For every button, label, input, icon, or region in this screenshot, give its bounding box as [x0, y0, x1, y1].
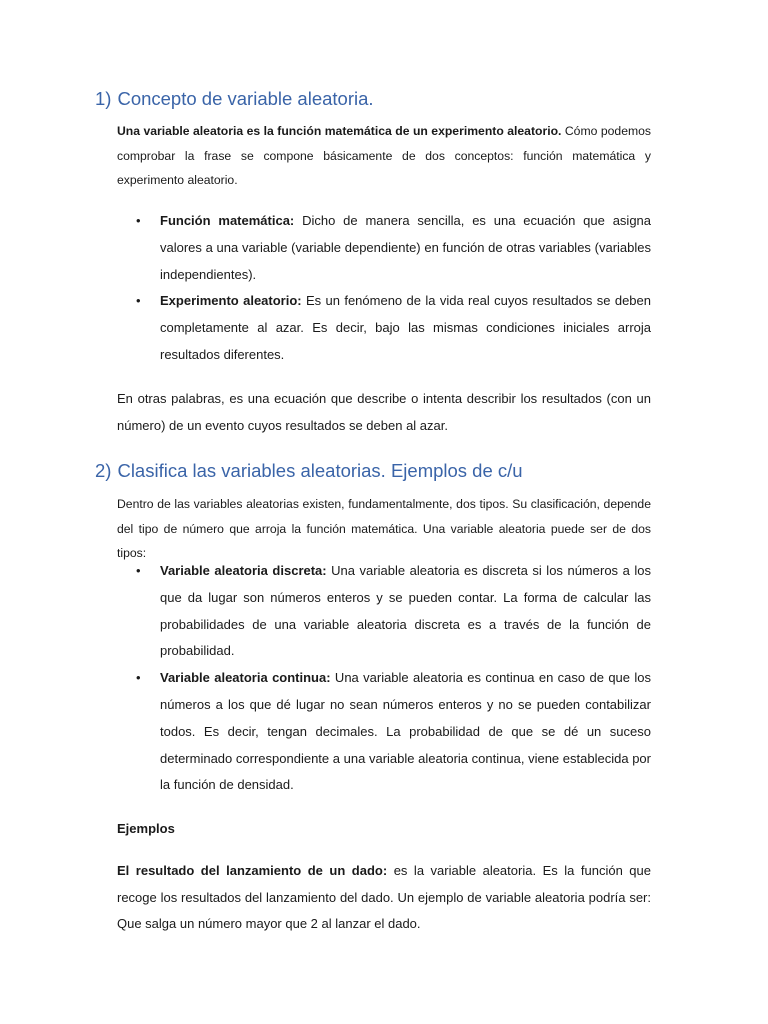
bullet-icon: • — [136, 293, 141, 309]
section2-heading — [95, 460, 523, 482]
bullet-term: Experimento aleatorio: — [160, 293, 302, 309]
section2-number: 2) — [95, 460, 112, 481]
section2-intro: Dentro de las variables aleatorias existen, fundamentalmente, dos tipos. Su clasificación, depende del tipo de número que arroja la función matemática. Una variable aleatoria puede ser de dos tipos: — [117, 497, 651, 560]
section1-closing: En otras palabras, es una ecuación que describe o intenta describir los resultados (con un número) de un evento cuyos resultados se deben al azar. — [117, 391, 651, 433]
bullet-text: Es un fenómeno de la vida real cuyos resultados se deben completamente al azar. Es decir, bajo las mismas condiciones iniciales arroja resultados diferentes. — [160, 293, 651, 362]
bullet-icon: • — [136, 670, 141, 686]
section1-heading — [95, 88, 374, 110]
bullet-icon: • — [136, 213, 141, 228]
example-paragraph — [117, 858, 651, 938]
list-item — [117, 558, 651, 665]
section1-intro-rest: Cómo podemos comprobar la frase se compone básicamente de dos conceptos: función matemática y experimento aleatorio. — [117, 124, 651, 187]
section1-number: 1) — [95, 88, 112, 109]
section1-title: Concepto de variable aleatoria. — [117, 88, 374, 109]
bullet-icon: • — [136, 563, 141, 578]
example-rest: es la variable aleatoria. Es la función que recoge los resultados del lanzamiento del dado. Un ejemplo de variable aleatoria podría ser: Que salga un número mayor que 2 al lanzar el dado. — [117, 863, 651, 931]
list-item — [117, 208, 651, 288]
section1-intro-bold: Una variable aleatoria es la función matemática de un experimento aleatorio. — [117, 124, 562, 138]
bullet-text: Una variable aleatoria es continua en caso de que los números a los que dé lugar no sean números enteros y no se pueden contabilizar todos. Es decir, tengan decimales. La probabilidad de que se dé un suceso determinado correspondiente a una variable aleatoria continua, viene establecida por la función de densidad. — [160, 670, 651, 793]
list-item — [117, 665, 651, 799]
section1-bullet-list — [117, 208, 651, 369]
list-item — [117, 288, 651, 368]
bullet-text: Dicho de manera sencilla, es una ecuación que asigna valores a una variable (variable dependiente) en función de otras variables (variables independientes). — [160, 213, 652, 282]
examples-label: Ejemplos — [117, 821, 175, 836]
bullet-term: Variable aleatoria continua: — [160, 670, 331, 686]
bullet-text: Una variable aleatoria es discreta si los números a los que da lugar son números enteros y se pueden contar. La forma de calcular las probabilidades de una variable aleatoria discreta es a través de la función de probabilidad. — [160, 563, 651, 659]
section2-title: Clasifica las variables aleatorias. Ejemplos de c/u — [117, 460, 523, 481]
example-bold: El resultado del lanzamiento de un dado: — [117, 863, 388, 878]
bullet-term: Función matemática: — [160, 213, 295, 228]
bullet-term: Variable aleatoria discreta: — [160, 563, 327, 578]
section1-intro — [117, 119, 651, 193]
section2-bullet-list — [117, 558, 651, 799]
